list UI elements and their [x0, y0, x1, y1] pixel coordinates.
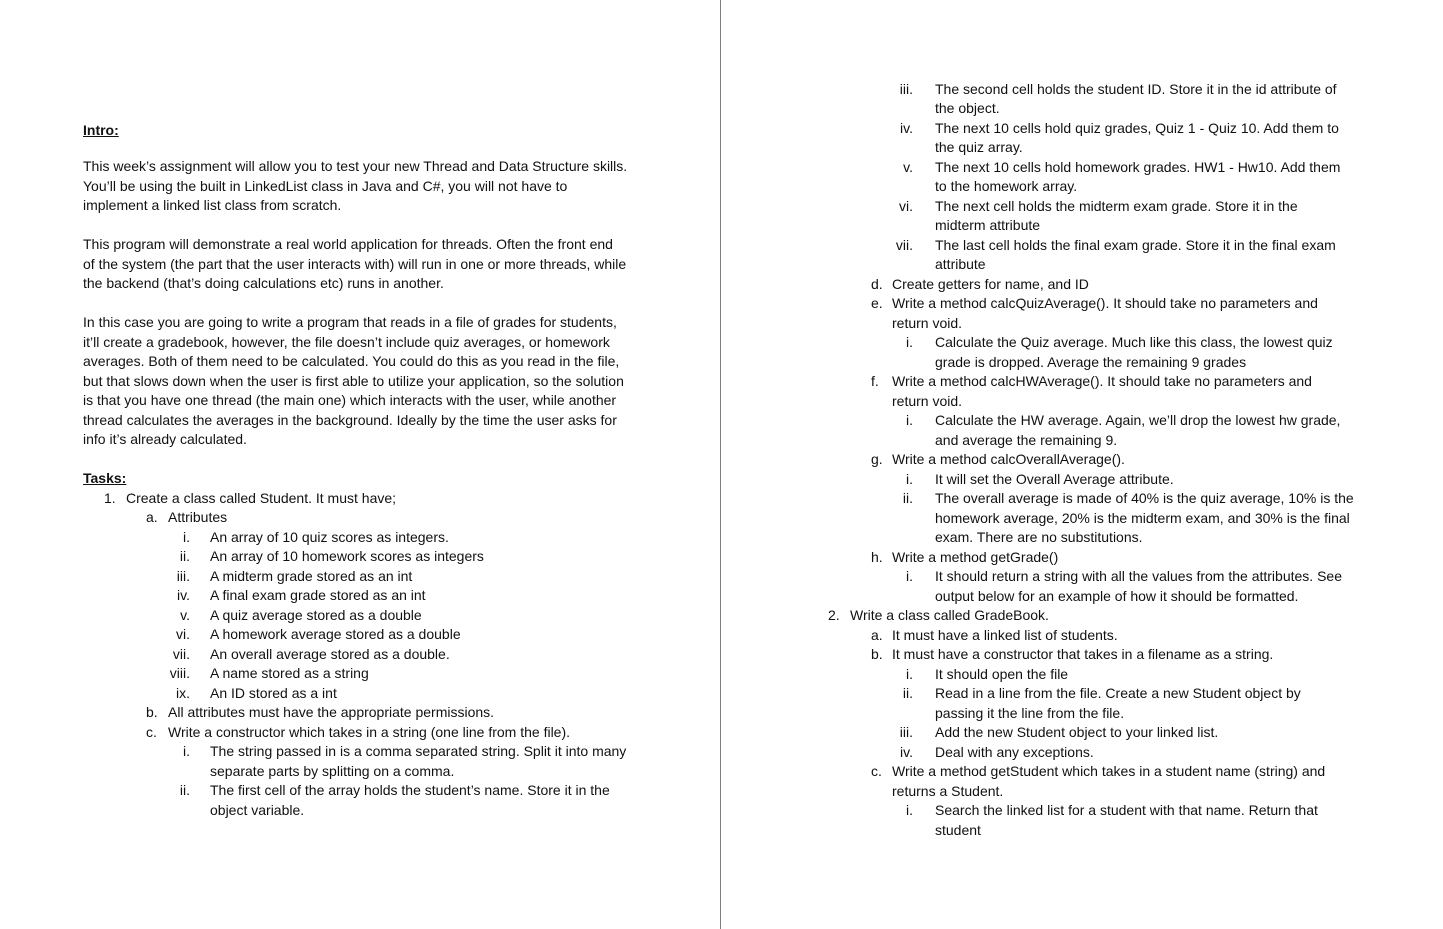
tasks-heading: Tasks:	[83, 470, 127, 486]
intro-p3-line: thread calculates the averages in the background. Ideally by the time the user asks for	[83, 412, 617, 428]
list-marker: ii.	[179, 548, 190, 564]
task-1c-ii-line: object variable.	[210, 802, 305, 818]
list-marker: a.	[871, 627, 883, 643]
list-marker: b.	[146, 704, 158, 720]
intro-p2-line: the backend (that’s doing calculations etc) runs in another.	[83, 275, 444, 291]
intro-p3-line: but that slows down when the user is first able to utilize your application, so the solution	[83, 373, 624, 389]
list-marker: i.	[906, 666, 913, 682]
list-marker: iii.	[176, 568, 190, 584]
item-c-v-line: to the homework array.	[935, 178, 1078, 194]
attribute-item: An overall average stored as a double.	[210, 646, 450, 662]
list-marker: f.	[871, 373, 879, 389]
item-c-vii-line: attribute	[935, 256, 986, 272]
document-page-right	[721, 0, 1443, 929]
list-marker: g.	[871, 451, 883, 467]
list-marker: i.	[906, 802, 913, 818]
attribute-item: A name stored as a string	[210, 665, 369, 681]
intro-p3-line: In this case you are going to write a program that reads in a file of grades for students,	[83, 314, 617, 330]
intro-heading: Intro:	[83, 122, 119, 138]
task-2-text: Write a class called GradeBook.	[850, 607, 1049, 623]
list-marker: h.	[871, 549, 883, 565]
item-g-text: Write a method calcOverallAverage().	[892, 451, 1125, 467]
list-marker: a.	[146, 509, 158, 525]
item-g-ii-line: exam. There are no substitutions.	[935, 529, 1143, 545]
item-e-line: return void.	[892, 315, 963, 331]
list-marker: i.	[906, 568, 913, 584]
item-h-i-line: output below for an example of how it should be formatted.	[935, 588, 1299, 604]
attribute-item: An array of 10 homework scores as integers	[210, 548, 484, 564]
item-g-ii-line: The overall average is made of 40% is the quiz average, 10% is the	[935, 490, 1354, 506]
list-marker: 1.	[104, 490, 116, 506]
list-marker: viii.	[169, 665, 190, 681]
list-marker: i.	[183, 529, 190, 545]
item-c-v-line: The next 10 cells hold homework grades. HW1 - Hw10. Add them	[935, 159, 1341, 175]
item-d-text: Create getters for name, and ID	[892, 276, 1089, 292]
task-1c-text: Write a constructor which takes in a string (one line from the file).	[168, 724, 571, 740]
list-marker: v.	[903, 159, 913, 175]
task-1b-text: All attributes must have the appropriate permissions.	[168, 704, 495, 720]
list-marker: e.	[871, 295, 883, 311]
task-1-text: Create a class called Student. It must have;	[126, 490, 397, 506]
task-2c-i-line: Search the linked list for a student with that name. Return that	[935, 802, 1318, 818]
item-e-i-line: grade is dropped. Average the remaining 9 grades	[935, 354, 1247, 370]
list-marker: iv.	[177, 587, 190, 603]
item-f-line: Write a method calcHWAverage(). It should take no parameters and	[892, 373, 1312, 389]
attribute-item: A homework average stored as a double	[210, 626, 461, 642]
item-g-ii-line: homework average, 20% is the midterm exam, and 30% is the final	[935, 510, 1350, 526]
intro-p2-line: of the system (the part that the user interacts with) will run in one or more threads, while	[83, 256, 627, 272]
task-2b-iv-text: Deal with any exceptions.	[935, 744, 1094, 760]
list-marker: i.	[906, 334, 913, 350]
list-marker: ix.	[176, 685, 190, 701]
list-marker: vi.	[899, 198, 913, 214]
intro-p3-line: is that you have one thread (the main one) which interacts with the user, while another	[83, 392, 617, 408]
item-h-text: Write a method getGrade()	[892, 549, 1059, 565]
item-c-vii-line: The last cell holds the final exam grade. Store it in the final exam	[935, 237, 1336, 253]
item-c-vi-line: midterm attribute	[935, 217, 1041, 233]
intro-p2-line: This program will demonstrate a real world application for threads. Often the front end	[83, 236, 613, 252]
item-c-iv-line: The next 10 cells hold quiz grades, Quiz 1 - Quiz 10. Add them to	[935, 120, 1339, 136]
intro-p3-line: info it’s already calculated.	[83, 431, 247, 447]
list-marker: ii.	[902, 490, 913, 506]
list-marker: iv.	[900, 120, 913, 136]
item-f-line: return void.	[892, 393, 963, 409]
task-2b-i-text: It should open the file	[935, 666, 1069, 682]
task-1c-i-line: separate parts by splitting on a comma.	[210, 763, 455, 779]
list-marker: vii.	[172, 646, 190, 662]
item-c-iii-line: the object.	[935, 100, 1000, 116]
task-2b-ii-line: passing it the line from the file.	[935, 705, 1125, 721]
list-marker: c.	[871, 763, 882, 779]
list-marker: ii.	[902, 685, 913, 701]
item-e-line: Write a method calcQuizAverage(). It should take no parameters and	[892, 295, 1318, 311]
item-f-i-line: and average the remaining 9.	[935, 432, 1118, 448]
list-marker: iv.	[900, 744, 913, 760]
item-f-i-line: Calculate the HW average. Again, we’ll drop the lowest hw grade,	[935, 412, 1341, 428]
list-marker: v.	[180, 607, 190, 623]
intro-p1-line: You’ll be using the built in LinkedList class in Java and C#, you will not have to	[83, 178, 568, 194]
task-2b-iii-text: Add the new Student object to your linked list.	[935, 724, 1219, 740]
task-1a-text: Attributes	[168, 509, 228, 525]
attribute-item: An array of 10 quiz scores as integers.	[210, 529, 449, 545]
list-marker: d.	[871, 276, 883, 292]
list-marker: vi.	[176, 626, 190, 642]
intro-p3-line: averages. Both of them need to be calculated. You could do this as you read in the file,	[83, 353, 620, 369]
list-marker: vii.	[895, 237, 913, 253]
list-marker: iii.	[899, 81, 913, 97]
task-2b-ii-line: Read in a line from the file. Create a new Student object by	[935, 685, 1301, 701]
item-g-i-text: It will set the Overall Average attribute.	[935, 471, 1174, 487]
item-e-i-line: Calculate the Quiz average. Much like this class, the lowest quiz	[935, 334, 1333, 350]
list-marker: iii.	[899, 724, 913, 740]
item-c-vi-line: The next cell holds the midterm exam grade. Store it in the	[935, 198, 1298, 214]
task-2c-line: Write a method getStudent which takes in a student name (string) and	[892, 763, 1326, 779]
task-1c-i-line: The string passed in is a comma separated string. Split it into many	[210, 743, 627, 759]
list-marker: c.	[146, 724, 157, 740]
list-marker: ii.	[179, 782, 190, 798]
task-2c-line: returns a Student.	[892, 783, 1004, 799]
list-marker: b.	[871, 646, 883, 662]
attribute-item: A quiz average stored as a double	[210, 607, 422, 623]
list-marker: i.	[906, 412, 913, 428]
list-marker: 2.	[828, 607, 840, 623]
task-1c-ii-line: The first cell of the array holds the student’s name. Store it in the	[210, 782, 610, 798]
task-2a-text: It must have a linked list of students.	[892, 627, 1118, 643]
item-c-iv-line: the quiz array.	[935, 139, 1023, 155]
attribute-item: An ID stored as a int	[210, 685, 337, 701]
item-h-i-line: It should return a string with all the values from the attributes. See	[935, 568, 1342, 584]
task-2c-i-line: student	[935, 822, 981, 838]
task-2b-text: It must have a constructor that takes in a filename as a string.	[892, 646, 1274, 662]
attribute-item: A final exam grade stored as an int	[210, 587, 426, 603]
list-marker: i.	[183, 743, 190, 759]
intro-p1-line: This week’s assignment will allow you to test your new Thread and Data Structure skills.	[83, 158, 628, 174]
intro-p3-line: it’ll create a gradebook, however, the file doesn’t include quiz averages, or homework	[83, 334, 610, 350]
intro-p1-line: implement a linked list class from scratch.	[83, 197, 342, 213]
document-page-left	[0, 0, 720, 929]
attribute-item: A midterm grade stored as an int	[210, 568, 413, 584]
item-c-iii-line: The second cell holds the student ID. Store it in the id attribute of	[935, 81, 1337, 97]
list-marker: i.	[906, 471, 913, 487]
